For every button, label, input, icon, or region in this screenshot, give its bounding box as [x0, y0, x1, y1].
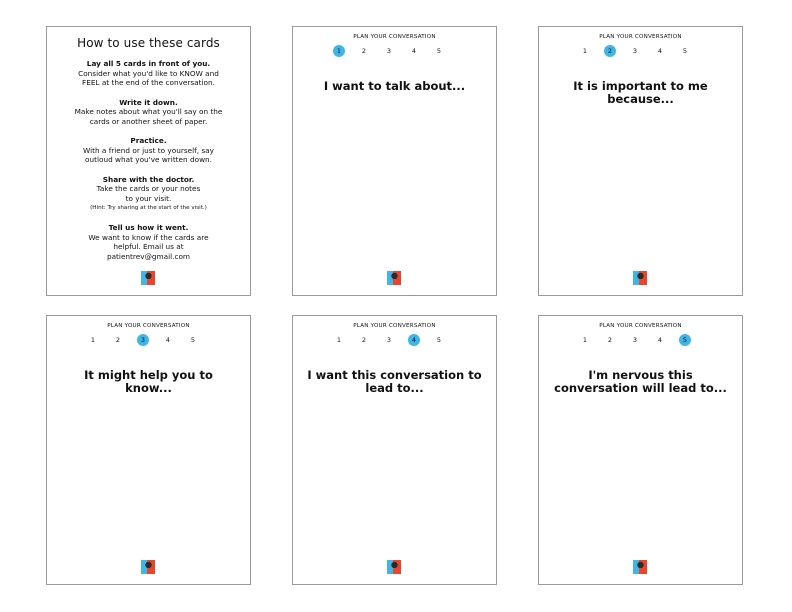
step-number: 1	[333, 45, 345, 57]
plan-label: PLAN YOUR CONVERSATION	[353, 34, 436, 40]
section-heading: Lay all 5 cards in front of you.	[86, 59, 211, 68]
card-prompt: It might help you to know...	[84, 368, 213, 395]
card-prompt: It is important to me because...	[573, 79, 708, 106]
step-number: 1	[336, 336, 342, 344]
step-number: 5	[436, 47, 442, 55]
step-number: 4	[165, 336, 171, 344]
step-number: 1	[90, 336, 96, 344]
step-number: 2	[115, 336, 121, 344]
plan-label: PLAN YOUR CONVERSATION	[107, 323, 190, 329]
section-body: With a friend or just to yourself, say outloud what you've written down.	[83, 145, 214, 164]
section-heading: Practice.	[130, 136, 167, 145]
section-hint: (Hint: Try sharing at the start of the visit.)	[90, 205, 207, 211]
step-number: 2	[361, 336, 367, 344]
step-number: 4	[408, 334, 420, 346]
step-number: 3	[632, 47, 638, 55]
plan-label: PLAN YOUR CONVERSATION	[599, 34, 682, 40]
instruction-section	[51, 223, 246, 261]
step-number: 4	[657, 47, 663, 55]
step-indicator	[333, 334, 457, 346]
plan-label: PLAN YOUR CONVERSATION	[599, 323, 682, 329]
instruction-section	[51, 136, 246, 165]
step-number: 2	[607, 336, 613, 344]
section-heading: Share with the doctor.	[102, 174, 195, 184]
step-number: 5	[436, 336, 442, 344]
step-indicator	[333, 45, 457, 57]
plan-card-4	[292, 315, 497, 585]
brand-logo	[633, 271, 647, 285]
step-number: 1	[582, 47, 588, 55]
step-indicator	[87, 334, 211, 346]
plan-card-5	[538, 315, 743, 585]
instructions-sections	[51, 59, 246, 271]
brand-logo	[387, 560, 401, 574]
step-number: 5	[682, 47, 688, 55]
plan-label: PLAN YOUR CONVERSATION	[353, 323, 436, 329]
section-heading: Write it down.	[119, 97, 178, 107]
step-indicator	[579, 334, 703, 346]
section-body: Make notes about what you'll say on the cards or another sheet of paper.	[74, 107, 223, 126]
section-body: We want to know if the cards are helpful. Email us at patientrev@gmail.com	[88, 232, 209, 261]
instruction-section	[51, 98, 246, 127]
step-number: 2	[361, 47, 367, 55]
step-number: 3	[386, 336, 392, 344]
step-number: 3	[632, 336, 638, 344]
section-body: Consider what you'd like to KNOW and FEEL at the end of the conversation.	[78, 68, 219, 87]
step-number: 4	[411, 47, 417, 55]
plan-card-1	[292, 26, 497, 296]
step-number: 5	[190, 336, 196, 344]
card-prompt: I'm nervous this conversation will lead to...	[554, 368, 727, 395]
step-number: 3	[386, 47, 392, 55]
step-number: 5	[679, 334, 691, 346]
step-indicator	[579, 45, 703, 57]
brand-logo	[387, 271, 401, 285]
section-body: Take the cards or your notes to your visit.	[96, 184, 201, 203]
instruction-section	[51, 59, 246, 88]
plan-card-3	[46, 315, 251, 585]
instruction-section	[51, 175, 246, 214]
plan-card-2	[538, 26, 743, 296]
instructions-card	[46, 26, 251, 296]
step-number: 2	[604, 45, 616, 57]
brand-logo	[141, 271, 155, 285]
brand-logo	[633, 560, 647, 574]
step-number: 4	[657, 336, 663, 344]
section-heading: Tell us how it went.	[108, 223, 189, 232]
card-prompt: I want this conversation to lead to...	[307, 368, 482, 395]
step-number: 1	[582, 336, 588, 344]
card-prompt: I want to talk about...	[323, 79, 466, 93]
instructions-title: How to use these cards	[77, 36, 220, 50]
step-number: 3	[137, 334, 149, 346]
brand-logo	[141, 560, 155, 574]
